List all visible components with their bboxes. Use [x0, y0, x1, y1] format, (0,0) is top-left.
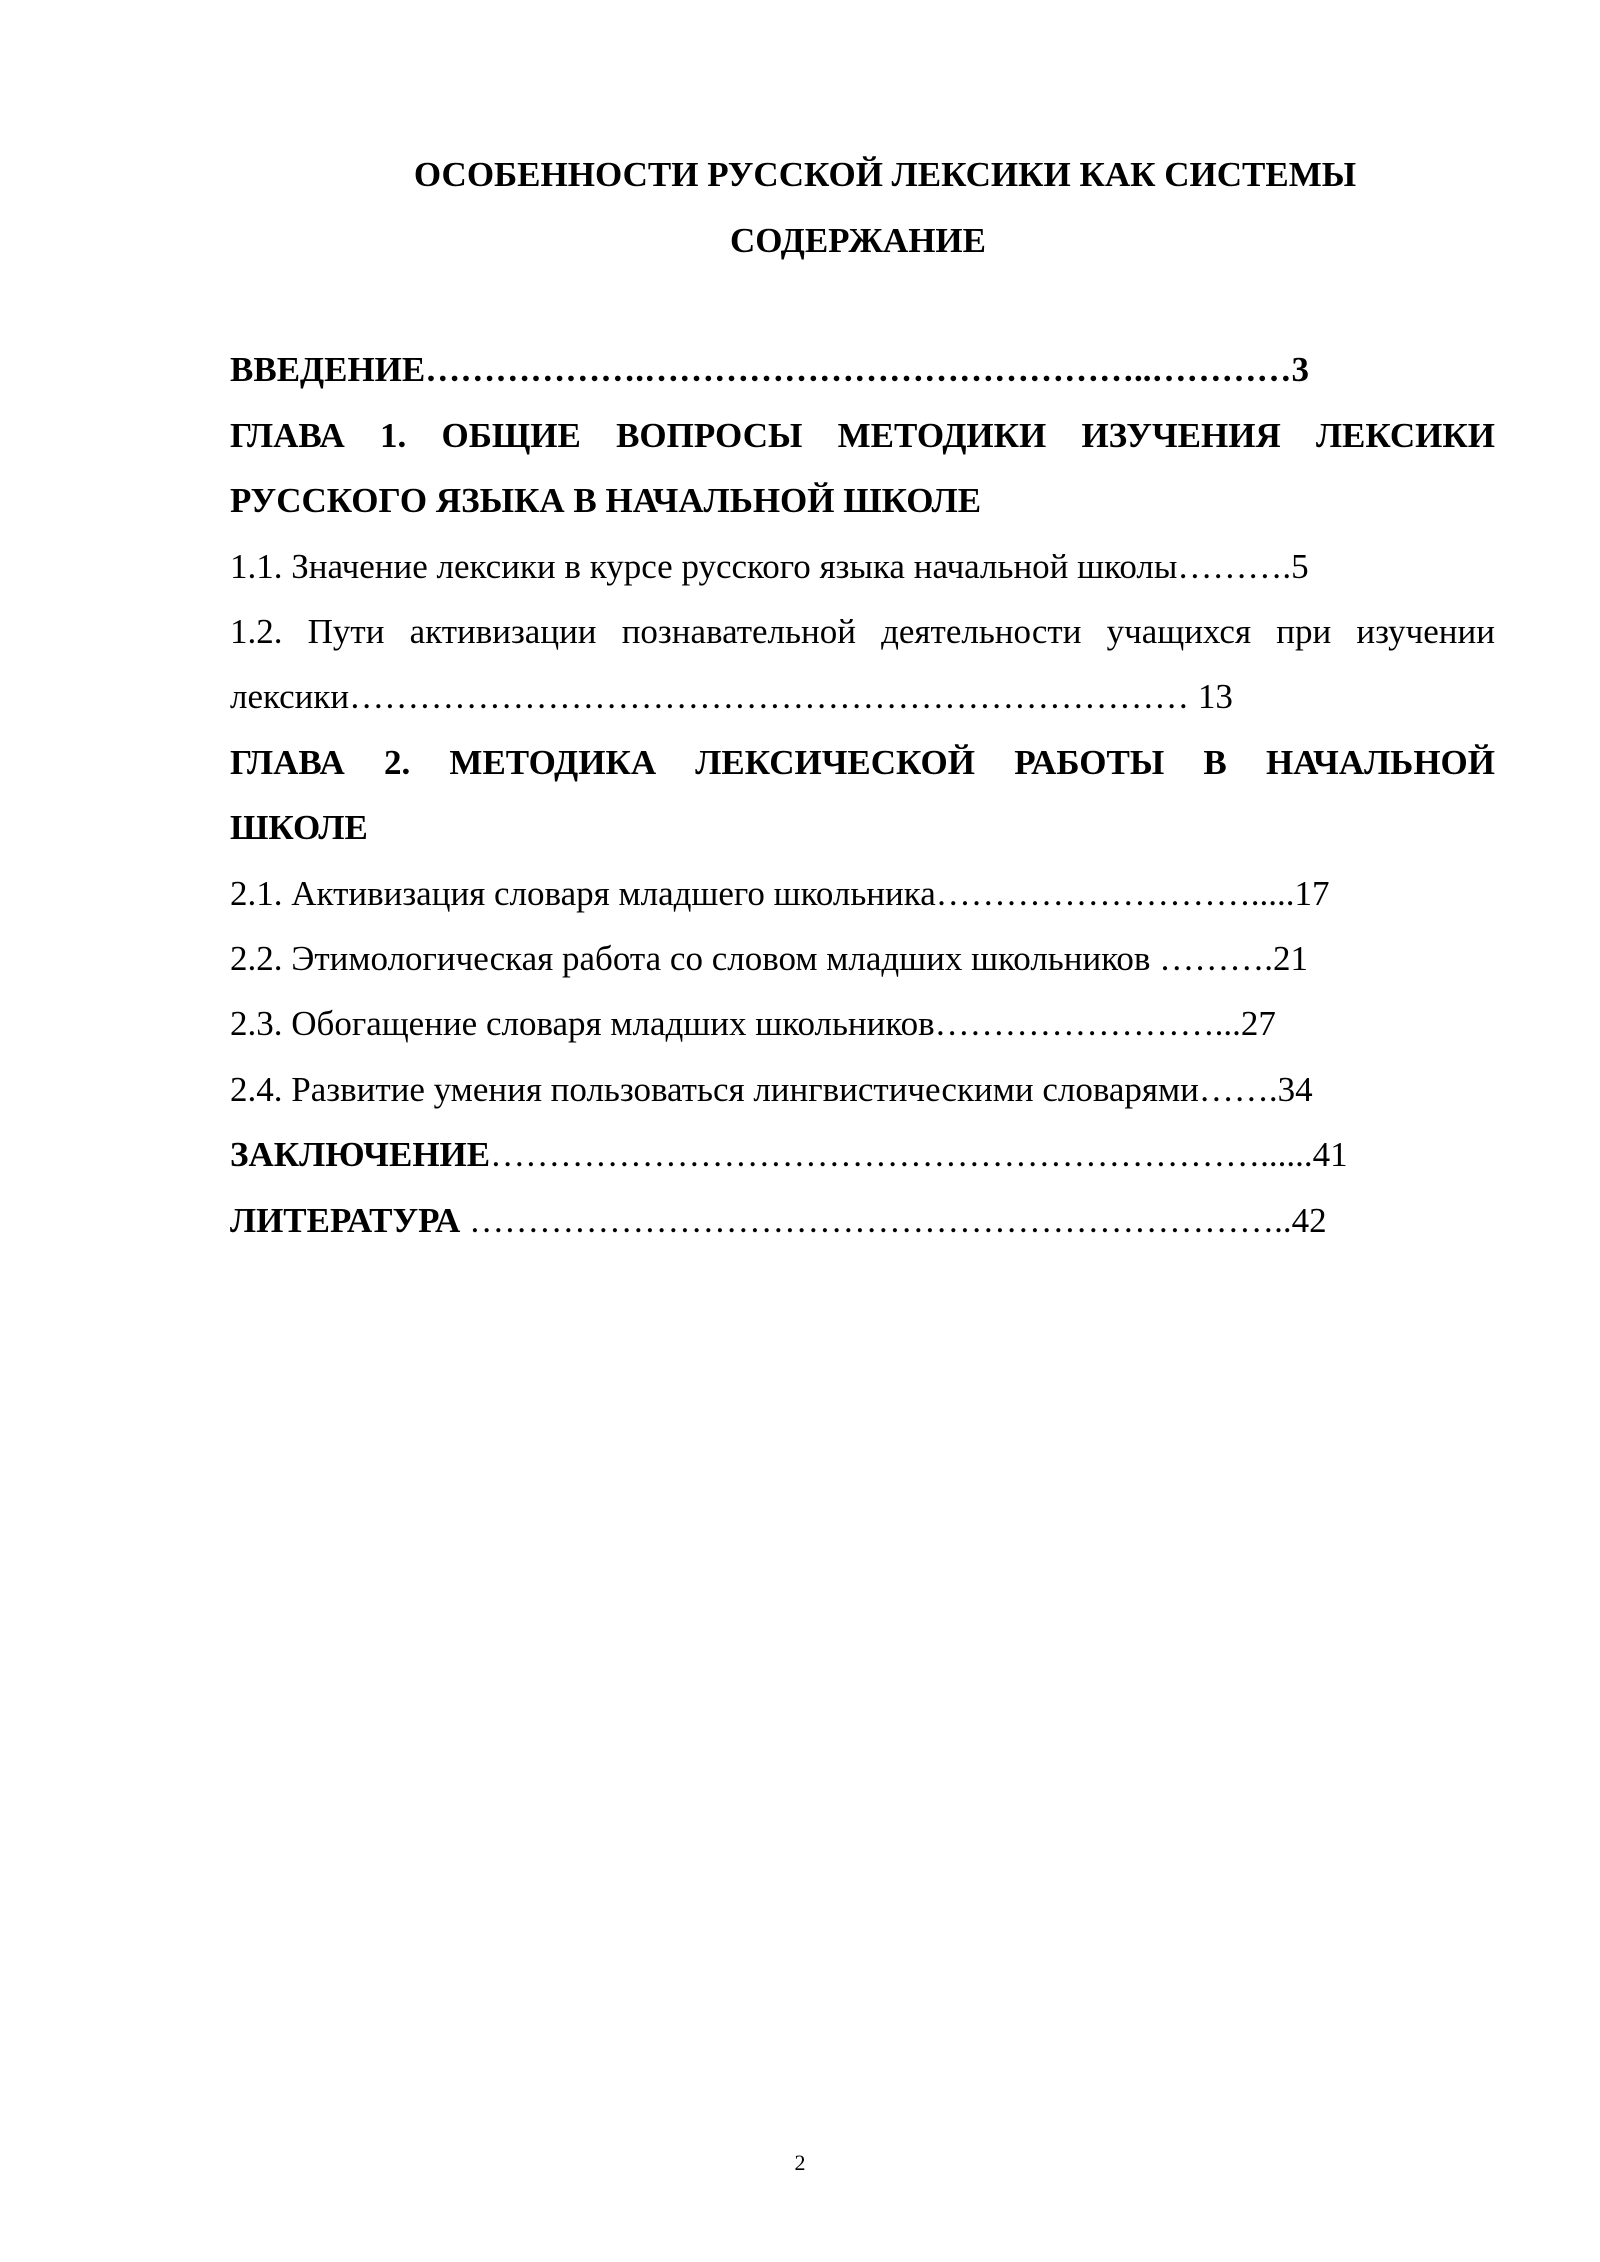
toc-entry-conclusion-label: ЗАКЛЮЧЕНИЕ [230, 1135, 491, 1174]
toc-entry-1-1: 1.1. Значение лексики в курсе русского языка начальной школы……….5 [230, 547, 1309, 586]
toc-entry-literature-label: ЛИТЕРАТУРА [230, 1201, 461, 1240]
toc-entry-chapter-1-line-1: ГЛАВА 1. ОБЩИЕ ВОПРОСЫ МЕТОДИКИ ИЗУЧЕНИЯ ЛЕКСИКИ [230, 416, 1495, 455]
toc-entry-chapter-2-line-2: ШКОЛЕ [230, 808, 368, 847]
page-number: 2 [794, 2150, 806, 2175]
toc-entry-2-3: 2.3. Обогащение словаря младших школьников……………………...27 [230, 1004, 1276, 1043]
toc-entry-literature [230, 1201, 1327, 1241]
toc-entry-2-2: 2.2. Этимологическая работа со словом младших школьников ……….21 [230, 939, 1308, 978]
toc-entry-2-1: 2.1. Активизация словаря младшего школьника……………………….....17 [230, 874, 1330, 913]
toc-entry-1-2-line-2: лексики……………………………………………………………… 13 [230, 677, 1233, 716]
toc-entry-chapter-2-line-1: ГЛАВА 2. МЕТОДИКА ЛЕКСИЧЕСКОЙ РАБОТЫ В НАЧАЛЬНОЙ [230, 743, 1495, 782]
toc-entry-chapter-1-line-2: РУССКОГО ЯЗЫКА В НАЧАЛЬНОЙ ШКОЛЕ [230, 481, 982, 520]
toc-entry-conclusion-leader: …………………………………………………………......41 [490, 1135, 1348, 1174]
toc-entry-1-2-line-1: 1.2. Пути активизации познавательной деятельности учащихся при изучении [230, 612, 1495, 651]
toc-entry-introduction: ВВЕДЕНИЕ……………….……………………………………..…………3 [230, 350, 1310, 389]
toc-entry-2-4: 2.4. Развитие умения пользоваться лингвистическими словарями…….34 [230, 1070, 1313, 1109]
document-title: ОСОБЕННОСТИ РУССКОЙ ЛЕКСИКИ КАК СИСТЕМЫ [413, 155, 1357, 194]
contents-heading: СОДЕРЖАНИЕ [729, 221, 986, 260]
toc-entry-conclusion [230, 1135, 1348, 1175]
toc-entry-literature-leader: ……………………………………………………………..42 [460, 1201, 1327, 1240]
